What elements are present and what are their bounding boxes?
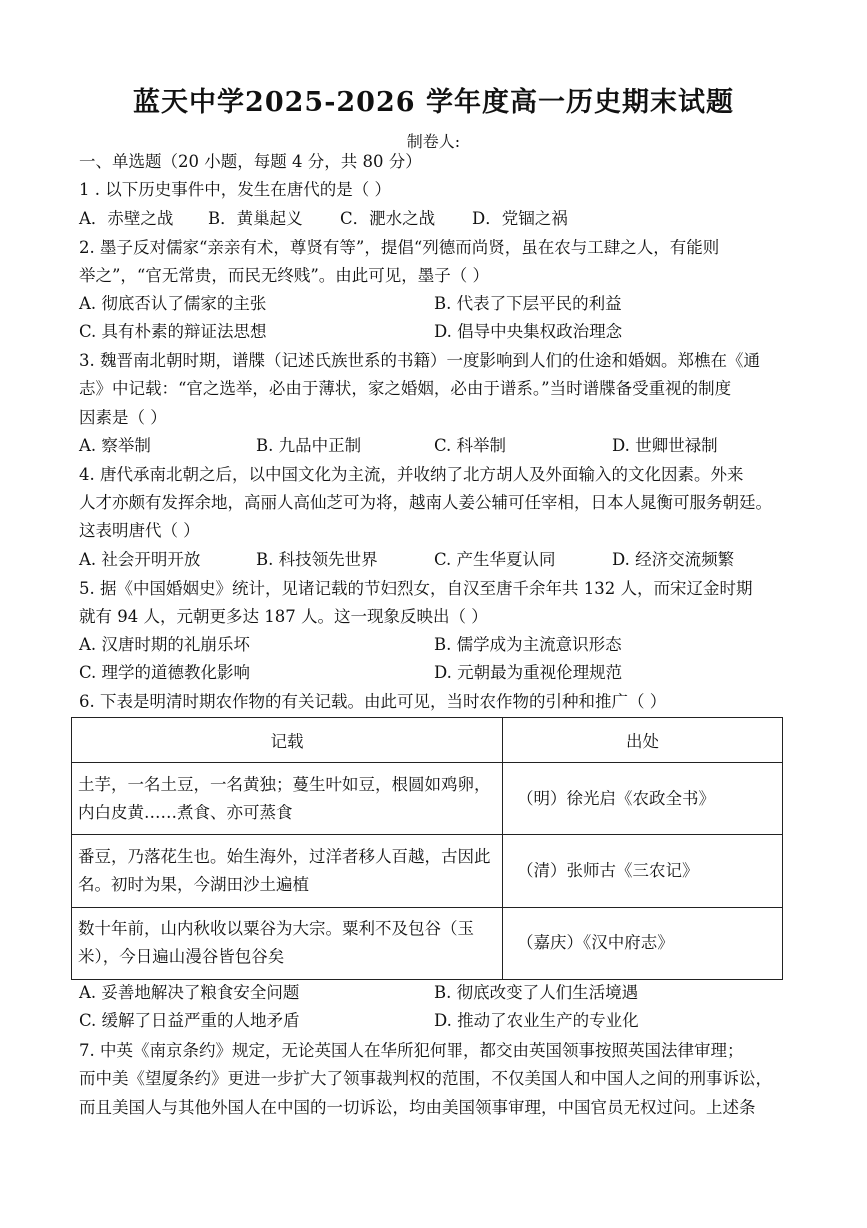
source-cell: （清）张师古《三农记》 [503, 835, 783, 907]
question-6-stem: 6. 下表是明清时期农作物的有关记载。由此可见，当时农作物的引种和推广（ ） [79, 692, 667, 711]
question-1-option-b: B．黄巢起义 [208, 209, 303, 228]
question-4-option-c: C. 产生华夏认同 [434, 550, 556, 569]
question-3-option-c: C. 科举制 [434, 436, 507, 455]
page-title: 蓝天中学2025-2026 学年度高一历史期末试题 [133, 87, 734, 118]
question-3-stem-line-3: 因素是（ ） [79, 408, 167, 427]
question-3-stem-line-1: 3. 魏晋南北朝时期，谱牒（记述氏族世系的书籍）一度影响到人们的仕途和婚姻。郑樵在《通 [79, 351, 760, 370]
question-4-option-a: A. 社会开明开放 [79, 550, 201, 569]
question-2-option-b: B. 代表了下层平民的利益 [434, 294, 622, 313]
question-3-option-b: B. 九品中正制 [256, 436, 362, 455]
table-row [72, 763, 783, 835]
record-cell: 数十年前，山内秋收以粟谷为大宗。粟利不及包谷（玉米），今日遍山漫谷皆包谷矣 [72, 907, 503, 979]
question-4-stem-line-2: 人才亦颇有发挥余地，高丽人高仙芝可为将，越南人姜公辅可任宰相，日本人晁衡可服务朝廷。 [79, 493, 772, 512]
question-1-stem: 1 . 以下历史事件中，发生在唐代的是（ ） [79, 180, 391, 199]
question-4-option-b: B. 科技领先世界 [256, 550, 378, 569]
question-3-option-d: D. 世卿世禄制 [612, 436, 718, 455]
record-cell: 土芋，一名土豆，一名黄独；蔓生叶如豆，根圆如鸡卵，内白皮黄……煮食、亦可蒸食 [72, 763, 503, 835]
question-5-option-d: D. 元朝最为重视伦理规范 [434, 663, 623, 682]
question-1-option-c: C．淝水之战 [340, 209, 436, 228]
question-2-option-d: D. 倡导中央集权政治理念 [434, 322, 623, 341]
question-2-stem-line-1: 2. 墨子反对儒家“亲亲有术，尊贤有等”，提倡“列德而尚贤，虽在农与工肆之人，有能则 [79, 238, 720, 257]
column-header-record: 记载 [72, 718, 503, 763]
question-5-stem-line-1: 5. 据《中国婚姻史》统计，见诸记载的节妇烈女，自汉至唐千余年共 132 人，而宋辽金时期 [79, 579, 753, 598]
question-7-stem-line-3: 而且美国人与其他外国人在中国的一切诉讼，均由美国领事审理，中国官员无权过问。上述条 [79, 1098, 756, 1117]
section-heading: 一、单选题（20 小题，每题 4 分，共 80 分） [79, 152, 422, 171]
question-6-option-a: A. 妥善地解决了粮食安全问题 [79, 983, 300, 1002]
table-row [72, 835, 783, 907]
question-2-option-c: C. 具有朴素的辩证法思想 [79, 322, 267, 341]
question-5-option-c: C. 理学的道德教化影响 [79, 663, 251, 682]
question-5-option-a: A. 汉唐时期的礼崩乐坏 [79, 635, 250, 654]
question-7-stem-line-1: 7. 中英《南京条约》规定，无论英国人在华所犯何罪，都交由英国领事按照英国法律审理； [79, 1041, 744, 1060]
records-table [71, 717, 783, 980]
record-cell: 番豆，乃落花生也。始生海外，过洋者移人百越，古因此名。初时为果，今湖田沙土遍植 [72, 835, 503, 907]
question-6-option-c: C. 缓解了日益严重的人地矛盾 [79, 1011, 300, 1030]
source-cell: （明）徐光启《农政全书》 [503, 763, 783, 835]
source-cell: （嘉庆）《汉中府志》 [503, 907, 783, 979]
question-2-stem-line-2: 举之”，“官无常贵，而民无终贱”。由此可见，墨子（ ） [79, 266, 490, 285]
question-1-option-d: D．党锢之祸 [472, 209, 568, 228]
question-4-option-d: D. 经济交流频繁 [612, 550, 735, 569]
question-4-stem-line-1: 4. 唐代承南北朝之后，以中国文化为主流，并收纳了北方胡人及外面输入的文化因素。外来 [79, 465, 744, 484]
question-6-option-d: D. 推动了农业生产的专业化 [434, 1011, 639, 1030]
author-label: 制卷人: [406, 132, 461, 151]
column-header-source: 出处 [503, 718, 783, 763]
question-2-option-a: A. 彻底否认了儒家的主张 [79, 294, 267, 313]
question-4-stem-line-3: 这表明唐代（ ） [79, 521, 200, 540]
question-1-option-a: A．赤壁之战 [79, 209, 174, 228]
question-5-option-b: B. 儒学成为主流意识形态 [434, 635, 622, 654]
question-3-stem-line-2: 志》中记载：“官之选举，必由于薄状，家之婚姻，必由于谱系。”当时谱牒备受重视的制度 [79, 379, 732, 398]
question-5-stem-line-2: 就有 94 人，元朝更多达 187 人。这一现象反映出（ ） [79, 607, 488, 626]
question-7-stem-line-2: 而中美《望厦条约》更进一步扩大了领事裁判权的范围，不仅美国人和中国人之间的刑事诉讼， [79, 1069, 772, 1088]
table-header-row [72, 718, 783, 763]
table-row [72, 907, 783, 979]
question-6-option-b: B. 彻底改变了人们生活境遇 [434, 983, 639, 1002]
question-3-option-a: A. 察举制 [79, 436, 151, 455]
